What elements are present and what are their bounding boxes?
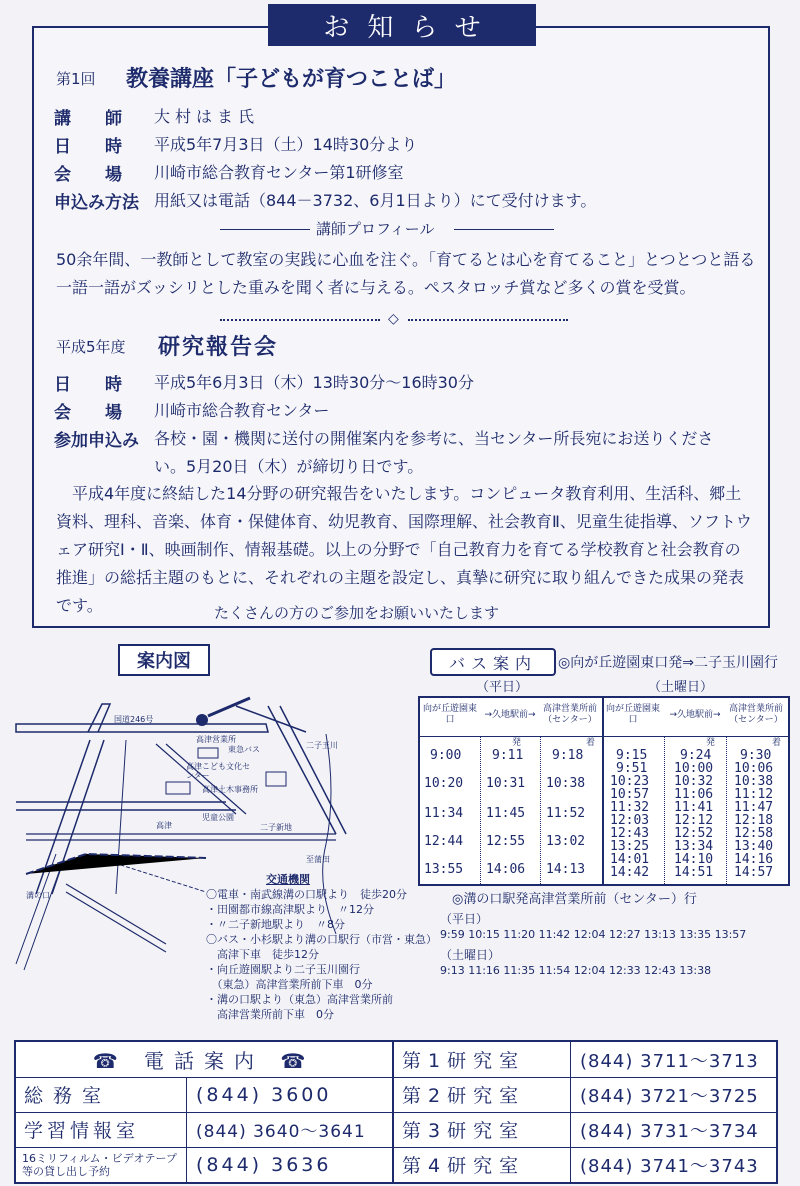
transport-line: ・田園都市線高津駅より 〃12分 — [206, 903, 374, 916]
bus-arr-mark: 着 — [586, 738, 596, 748]
return-weekday-label: （平日） — [440, 912, 489, 926]
report-year: 平成5年度 — [56, 338, 126, 356]
divider — [408, 319, 568, 321]
bus-schedule — [412, 644, 796, 1034]
map-label: 至蒲田 — [306, 855, 330, 864]
bus-time: 13:40 — [734, 839, 774, 854]
map-title: 案内図 — [118, 644, 210, 676]
phone-number: (844) 3600 — [196, 1083, 332, 1106]
bus-time: 14:06 — [486, 862, 526, 877]
bus-header-from: 向が丘遊園東口 — [422, 704, 477, 725]
phone-number: (844) 3640～3641 — [196, 1122, 366, 1142]
transport-line: ・〃二子新地駅より 〃8分 — [206, 918, 345, 931]
phone-name: 総務室 — [24, 1085, 112, 1107]
bus-time: 14:16 — [734, 852, 774, 867]
phone-number: (844) 3721～3725 — [580, 1085, 759, 1107]
bus-time: 12:52 — [674, 826, 714, 841]
report-closing: たくさんの方のご参加をお願いいたします — [214, 604, 500, 622]
transport-line: ・溝の口駅より（東急）高津営業所前 — [206, 993, 393, 1006]
bus-time: 10:38 — [734, 774, 774, 789]
phone-name: 第2研究室 — [402, 1085, 526, 1107]
phone-name: 第1研究室 — [402, 1050, 526, 1072]
lecture-label: 申込み方法 — [54, 193, 139, 213]
return-route: ◎溝の口駅発高津営業所前（センター）行 — [452, 892, 697, 907]
transport-info — [206, 872, 437, 1022]
bus-title: バス案内 — [430, 648, 556, 676]
report-value-cont: い。5月20日（木）が締切り日です。 — [154, 457, 424, 476]
bus-time: 14:13 — [546, 862, 586, 877]
saturday-label: （土曜日） — [648, 680, 714, 695]
bus-time: 12:44 — [424, 834, 464, 849]
bus-dep-mark: 発 — [512, 738, 522, 748]
bus-time: 9:15 — [616, 748, 648, 763]
weekday-label: （平日） — [476, 680, 529, 695]
divider — [220, 319, 380, 321]
guide-map — [6, 644, 437, 1021]
bus-dep-mark: 発 — [706, 738, 716, 748]
transport-line: 〇バス・小杉駅より溝の口駅行（市営・東急） — [206, 933, 437, 946]
bus-time: 12:12 — [674, 813, 714, 828]
map-label: 東急バス — [228, 745, 260, 754]
transport-line: 高津下車 徒歩12分 — [206, 948, 319, 961]
notice-box — [32, 26, 770, 628]
lecture-value: 平成5年7月3日（土）14時30分より — [154, 135, 418, 154]
report-label: 会 場 — [54, 403, 122, 423]
map-label: 高津営業所 — [196, 735, 236, 744]
bus-time: 14:01 — [610, 852, 650, 867]
map-label: 国道246号 — [114, 715, 154, 724]
bus-route: ◎向が丘遊園東口発⇒二子玉川園行 — [558, 655, 778, 671]
lecture-value: 用紙又は電話（844－3732、6月1日より）にて受付けます。 — [154, 191, 597, 210]
profile-heading: 講師プロフィール — [316, 220, 435, 238]
bus-timetable — [418, 696, 790, 886]
diamond-icon: ◇ — [388, 311, 399, 327]
phone-title — [16, 1042, 392, 1077]
bus-time: 11:32 — [610, 800, 650, 815]
map-label: 高津こども文化センター — [186, 762, 250, 780]
phone-number: (844) 3741～3743 — [580, 1155, 759, 1177]
lecture-label: 会 場 — [54, 165, 122, 185]
bus-time: 13:34 — [674, 839, 714, 854]
bus-time: 13:55 — [424, 862, 464, 877]
lecture-label: 講 師 — [54, 109, 122, 129]
map-label: 二子玉川 — [306, 741, 338, 750]
bus-time: 14:10 — [674, 852, 714, 867]
phone-name: 第3研究室 — [402, 1120, 526, 1142]
return-weekday-times: 9:59 10:15 11:20 11:42 12:04 12:27 13:13 13:35 13:57 — [440, 928, 747, 941]
bus-time: 10:06 — [734, 761, 774, 776]
lecture-title: 教養講座「子どもが育つことば」 — [126, 67, 457, 92]
map-label: 高津 — [156, 821, 172, 830]
phone-number: (844) 3636 — [196, 1153, 332, 1176]
report-value: 川崎市総合教育センター — [154, 401, 330, 420]
bus-time: 11:06 — [674, 787, 714, 802]
lecture-number: 第1回 — [56, 70, 96, 88]
lecture-value: 大村はま氏 — [154, 107, 260, 126]
report-body: 平成4年度に終結した14分野の研究報告をいたします。コンピュータ教育利用、生活科、郷土資料、理科、音楽、体育・保健体育、幼児教育、国際理解、社会教育Ⅱ、児童生徒指導、ソフトウェア研究Ⅰ・Ⅱ、映画制作、情報基礎。以上の分野で「自己教育力を育てる学校教育と社会教育の推進」の総括主題のもとに、それぞれの主題を設定し、真摯に研究に取り組んできた成果の発表です。 — [56, 484, 752, 615]
bus-time: 12:18 — [734, 813, 774, 828]
phone-title-text: ☎ 電話案内 ☎ — [92, 1049, 316, 1073]
transport-line: 〇電車・南武線溝の口駅より 徒歩20分 — [206, 888, 407, 901]
bus-time: 12:03 — [610, 813, 650, 828]
report-value: 各校・園・機関に送付の開催案内を参考に、当センター所長宛にお送りくださ — [154, 429, 714, 448]
bus-header-from: 向が丘遊園東口 — [605, 704, 660, 725]
bus-time: 14:51 — [674, 865, 714, 880]
bus-time: 11:47 — [734, 800, 774, 815]
report-title: 研究報告会 — [158, 335, 279, 360]
bus-time: 10:57 — [610, 787, 650, 802]
bus-time: 10:38 — [546, 776, 586, 791]
bus-arr-mark: 着 — [772, 738, 782, 748]
bus-time: 12:55 — [486, 834, 526, 849]
divider — [454, 229, 554, 230]
report-label: 日 時 — [54, 375, 122, 395]
phone-number: (844) 3711～3713 — [580, 1050, 759, 1072]
report-value: 平成5年6月3日（木）13時30分～16時30分 — [154, 373, 474, 392]
bus-header-via: →久地駅前→ — [484, 710, 536, 720]
map-label: 高津土木事務所 — [202, 785, 258, 794]
bus-header-to: 高津営業所前（センター） — [728, 704, 783, 725]
bus-time: 9:00 — [430, 748, 462, 763]
phone-name: 第4研究室 — [402, 1155, 526, 1177]
bus-time: 10:31 — [486, 776, 526, 791]
bus-time: 9:11 — [492, 748, 524, 763]
return-saturday-times: 9:13 11:16 11:35 11:54 12:04 12:33 12:43 13:38 — [440, 964, 712, 977]
map-label: 溝の口 — [26, 891, 50, 900]
transport-line: （東急）高津営業所前下車 0分 — [206, 978, 373, 991]
phone-directory — [14, 1040, 778, 1184]
phone-name: 16ミリフィルム・ビデオテープ等の貸し出し予約 — [22, 1152, 177, 1178]
transport-line: ・向丘遊園駅より二子玉川園行 — [206, 963, 360, 976]
header-tab — [268, 4, 536, 46]
bus-time: 11:52 — [546, 806, 586, 821]
profile-text: 50余年間、一教師として教室の実践に心血を注ぐ。「育てるとは心を育てること」とつとつと語る一語一語がズッシリとした重みを聞く者に与える。ペスタロッチ賞など多くの賞を受賞。 — [56, 250, 756, 297]
report-label: 参加申込み — [54, 431, 139, 451]
bus-time: 11:34 — [424, 806, 464, 821]
bus-time: 10:00 — [674, 761, 714, 776]
bus-time: 14:42 — [610, 865, 650, 880]
bus-time: 10:23 — [610, 774, 650, 789]
divider — [220, 229, 310, 230]
return-saturday-label: （土曜日） — [440, 948, 501, 962]
header-title: お知らせ — [323, 12, 499, 43]
bus-time: 9:18 — [552, 748, 584, 763]
bus-time: 9:30 — [740, 748, 772, 763]
bus-time: 12:58 — [734, 826, 774, 841]
phone-name: 学習情報室 — [24, 1120, 140, 1142]
bus-time: 10:20 — [424, 776, 464, 791]
lecture-value: 川崎市総合教育センター第1研修室 — [154, 163, 404, 182]
bus-time: 10:32 — [674, 774, 714, 789]
bus-time: 13:02 — [546, 834, 586, 849]
phone-number: (844) 3731～3734 — [580, 1120, 759, 1142]
map-label: 二子新地 — [260, 823, 292, 832]
bus-time: 11:41 — [674, 800, 714, 815]
bus-time: 9:24 — [680, 748, 712, 763]
bus-time: 11:45 — [486, 806, 526, 821]
bus-header-to: 高津営業所前（センター） — [542, 704, 597, 725]
bus-time: 9:51 — [616, 761, 648, 776]
lecture-label: 日 時 — [54, 137, 122, 157]
map-label: 児童公園 — [202, 813, 234, 822]
bus-time: 11:12 — [734, 787, 774, 802]
bus-time: 12:43 — [610, 826, 650, 841]
transport-line: 高津営業所前下車 0分 — [206, 1008, 334, 1021]
bus-time: 14:57 — [734, 865, 774, 880]
bus-header-via: →久地駅前→ — [669, 710, 721, 720]
bus-time: 13:25 — [610, 839, 650, 854]
transport-title: 交通機関 — [266, 873, 310, 886]
